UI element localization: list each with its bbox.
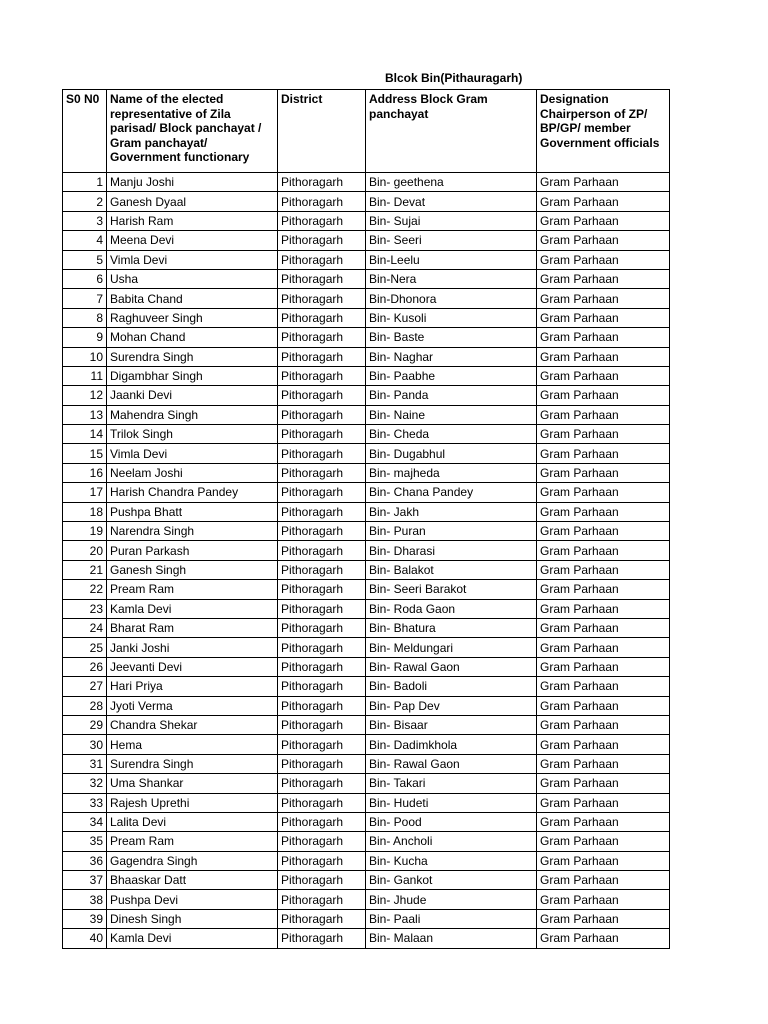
cell-sno: 16	[63, 463, 107, 482]
cell-designation: Gram Parhaan	[537, 851, 670, 870]
cell-address: Bin- Bisaar	[366, 715, 537, 734]
table-row	[63, 812, 670, 831]
cell-address: Bin- Gankot	[366, 871, 537, 890]
cell-district: Pithoragarh	[278, 657, 366, 676]
cell-designation: Gram Parhaan	[537, 522, 670, 541]
cell-address: Bin- Bhatura	[366, 618, 537, 637]
cell-designation: Gram Parhaan	[537, 502, 670, 521]
cell-address: Bin- Dharasi	[366, 541, 537, 560]
table-row	[63, 560, 670, 579]
cell-designation: Gram Parhaan	[537, 231, 670, 250]
cell-name: Jeevanti Devi	[107, 657, 278, 676]
table-body	[63, 173, 670, 949]
cell-district: Pithoragarh	[278, 638, 366, 657]
cell-district: Pithoragarh	[278, 386, 366, 405]
cell-sno: 21	[63, 560, 107, 579]
table-row	[63, 832, 670, 851]
cell-district: Pithoragarh	[278, 812, 366, 831]
cell-sno: 4	[63, 231, 107, 250]
cell-address: Bin- Paali	[366, 909, 537, 928]
representatives-table	[62, 89, 670, 949]
cell-name: Rajesh Uprethi	[107, 793, 278, 812]
page-title: Blcok Bin(Pithauragarh)	[385, 71, 523, 85]
cell-name: Puran Parkash	[107, 541, 278, 560]
cell-sno: 24	[63, 618, 107, 637]
cell-address: Bin- Panda	[366, 386, 537, 405]
cell-address: Bin- Puran	[366, 522, 537, 541]
cell-district: Pithoragarh	[278, 599, 366, 618]
cell-sno: 28	[63, 696, 107, 715]
cell-sno: 27	[63, 677, 107, 696]
cell-address: Bin- Balakot	[366, 560, 537, 579]
cell-district: Pithoragarh	[278, 192, 366, 211]
cell-sno: 14	[63, 425, 107, 444]
cell-name: Kamla Devi	[107, 599, 278, 618]
table-row	[63, 386, 670, 405]
cell-address: Bin- Kusoli	[366, 308, 537, 327]
cell-district: Pithoragarh	[278, 502, 366, 521]
cell-designation: Gram Parhaan	[537, 289, 670, 308]
cell-name: Meena Devi	[107, 231, 278, 250]
table-row	[63, 231, 670, 250]
cell-district: Pithoragarh	[278, 211, 366, 230]
cell-district: Pithoragarh	[278, 560, 366, 579]
table-row	[63, 793, 670, 812]
cell-designation: Gram Parhaan	[537, 425, 670, 444]
cell-sno: 23	[63, 599, 107, 618]
cell-designation: Gram Parhaan	[537, 657, 670, 676]
cell-sno: 20	[63, 541, 107, 560]
cell-name: Gagendra Singh	[107, 851, 278, 870]
cell-designation: Gram Parhaan	[537, 754, 670, 773]
table-row	[63, 696, 670, 715]
cell-district: Pithoragarh	[278, 929, 366, 948]
cell-address: Bin- Takari	[366, 774, 537, 793]
cell-sno: 33	[63, 793, 107, 812]
cell-designation: Gram Parhaan	[537, 812, 670, 831]
cell-name: Pushpa Devi	[107, 890, 278, 909]
table-row	[63, 599, 670, 618]
cell-district: Pithoragarh	[278, 618, 366, 637]
cell-designation: Gram Parhaan	[537, 560, 670, 579]
cell-name: Vimla Devi	[107, 444, 278, 463]
cell-name: Vimla Devi	[107, 250, 278, 269]
cell-address: Bin- Jhude	[366, 890, 537, 909]
table-row	[63, 328, 670, 347]
cell-designation: Gram Parhaan	[537, 774, 670, 793]
header-district: District	[278, 90, 366, 173]
cell-name: Usha	[107, 269, 278, 288]
cell-name: Jyoti Verma	[107, 696, 278, 715]
cell-sno: 3	[63, 211, 107, 230]
cell-designation: Gram Parhaan	[537, 444, 670, 463]
cell-designation: Gram Parhaan	[537, 735, 670, 754]
cell-designation: Gram Parhaan	[537, 696, 670, 715]
table-row	[63, 638, 670, 657]
table-row	[63, 929, 670, 948]
table-row	[63, 580, 670, 599]
cell-district: Pithoragarh	[278, 832, 366, 851]
cell-address: Bin- Naine	[366, 405, 537, 424]
cell-designation: Gram Parhaan	[537, 599, 670, 618]
cell-name: Neelam Joshi	[107, 463, 278, 482]
table-row	[63, 192, 670, 211]
cell-name: Surendra Singh	[107, 754, 278, 773]
cell-district: Pithoragarh	[278, 269, 366, 288]
cell-designation: Gram Parhaan	[537, 463, 670, 482]
cell-sno: 39	[63, 909, 107, 928]
table-row	[63, 715, 670, 734]
table-row	[63, 851, 670, 870]
table-row	[63, 308, 670, 327]
table-row	[63, 211, 670, 230]
cell-designation: Gram Parhaan	[537, 250, 670, 269]
cell-sno: 7	[63, 289, 107, 308]
cell-address: Bin- Seeri Barakot	[366, 580, 537, 599]
header-sno: S0 N0	[63, 90, 107, 173]
cell-sno: 37	[63, 871, 107, 890]
cell-designation: Gram Parhaan	[537, 909, 670, 928]
cell-district: Pithoragarh	[278, 696, 366, 715]
cell-district: Pithoragarh	[278, 444, 366, 463]
cell-designation: Gram Parhaan	[537, 638, 670, 657]
cell-designation: Gram Parhaan	[537, 580, 670, 599]
cell-sno: 29	[63, 715, 107, 734]
cell-address: Bin- geethena	[366, 173, 537, 192]
cell-sno: 31	[63, 754, 107, 773]
cell-sno: 38	[63, 890, 107, 909]
cell-sno: 6	[63, 269, 107, 288]
cell-district: Pithoragarh	[278, 871, 366, 890]
cell-address: Bin- Roda Gaon	[366, 599, 537, 618]
cell-designation: Gram Parhaan	[537, 405, 670, 424]
cell-name: Hari Priya	[107, 677, 278, 696]
cell-address: Bin- Paabhe	[366, 366, 537, 385]
cell-district: Pithoragarh	[278, 328, 366, 347]
cell-address: Bin- Meldungari	[366, 638, 537, 657]
cell-district: Pithoragarh	[278, 851, 366, 870]
cell-name: Babita Chand	[107, 289, 278, 308]
cell-sno: 10	[63, 347, 107, 366]
table-row	[63, 735, 670, 754]
cell-address: Bin- Badoli	[366, 677, 537, 696]
cell-address: Bin- Dadimkhola	[366, 735, 537, 754]
cell-sno: 17	[63, 483, 107, 502]
cell-district: Pithoragarh	[278, 735, 366, 754]
cell-sno: 1	[63, 173, 107, 192]
table-row	[63, 425, 670, 444]
cell-name: Mohan Chand	[107, 328, 278, 347]
cell-designation: Gram Parhaan	[537, 929, 670, 948]
cell-address: Bin- Baste	[366, 328, 537, 347]
cell-name: Trilok Singh	[107, 425, 278, 444]
cell-district: Pithoragarh	[278, 173, 366, 192]
cell-address: Bin- Seeri	[366, 231, 537, 250]
cell-address: Bin- Pood	[366, 812, 537, 831]
cell-district: Pithoragarh	[278, 580, 366, 599]
cell-district: Pithoragarh	[278, 366, 366, 385]
cell-name: Surendra Singh	[107, 347, 278, 366]
cell-district: Pithoragarh	[278, 677, 366, 696]
cell-name: Lalita Devi	[107, 812, 278, 831]
cell-name: Bharat Ram	[107, 618, 278, 637]
cell-district: Pithoragarh	[278, 308, 366, 327]
table-row	[63, 871, 670, 890]
cell-district: Pithoragarh	[278, 405, 366, 424]
cell-designation: Gram Parhaan	[537, 832, 670, 851]
cell-district: Pithoragarh	[278, 541, 366, 560]
cell-district: Pithoragarh	[278, 250, 366, 269]
cell-designation: Gram Parhaan	[537, 618, 670, 637]
cell-sno: 12	[63, 386, 107, 405]
table-row	[63, 444, 670, 463]
cell-designation: Gram Parhaan	[537, 483, 670, 502]
cell-address: Bin- Devat	[366, 192, 537, 211]
cell-name: Digambhar Singh	[107, 366, 278, 385]
cell-designation: Gram Parhaan	[537, 192, 670, 211]
cell-name: Janki Joshi	[107, 638, 278, 657]
cell-district: Pithoragarh	[278, 909, 366, 928]
cell-sno: 25	[63, 638, 107, 657]
cell-address: Bin- Naghar	[366, 347, 537, 366]
cell-address: Bin- Jakh	[366, 502, 537, 521]
cell-address: Bin- Kucha	[366, 851, 537, 870]
cell-address: Bin- Chana Pandey	[366, 483, 537, 502]
table-header-row	[63, 90, 670, 173]
cell-sno: 32	[63, 774, 107, 793]
cell-name: Kamla Devi	[107, 929, 278, 948]
cell-designation: Gram Parhaan	[537, 793, 670, 812]
cell-address: Bin-Nera	[366, 269, 537, 288]
cell-name: Dinesh Singh	[107, 909, 278, 928]
cell-district: Pithoragarh	[278, 425, 366, 444]
table-row	[63, 502, 670, 521]
cell-name: Uma Shankar	[107, 774, 278, 793]
cell-sno: 13	[63, 405, 107, 424]
cell-name: Pream Ram	[107, 580, 278, 599]
cell-district: Pithoragarh	[278, 463, 366, 482]
cell-sno: 35	[63, 832, 107, 851]
cell-name: Harish Ram	[107, 211, 278, 230]
cell-name: Jaanki Devi	[107, 386, 278, 405]
cell-sno: 26	[63, 657, 107, 676]
cell-district: Pithoragarh	[278, 774, 366, 793]
cell-sno: 19	[63, 522, 107, 541]
table-row	[63, 890, 670, 909]
cell-name: Narendra Singh	[107, 522, 278, 541]
header-designation: Designation Chairperson of ZP/ BP/GP/ member Government officials	[537, 90, 670, 173]
cell-sno: 36	[63, 851, 107, 870]
header-address: Address Block Gram panchayat	[366, 90, 537, 173]
cell-district: Pithoragarh	[278, 793, 366, 812]
cell-name: Bhaaskar Datt	[107, 871, 278, 890]
table-row	[63, 366, 670, 385]
cell-address: Bin- Rawal Gaon	[366, 754, 537, 773]
cell-address: Bin- Malaan	[366, 929, 537, 948]
cell-name: Pushpa Bhatt	[107, 502, 278, 521]
header-name: Name of the elected representative of Zila parisad/ Block panchayat / Gram panchayat/ Government functionary	[107, 90, 278, 173]
table-row	[63, 657, 670, 676]
cell-designation: Gram Parhaan	[537, 308, 670, 327]
cell-name: Hema	[107, 735, 278, 754]
cell-address: Bin- Hudeti	[366, 793, 537, 812]
cell-district: Pithoragarh	[278, 483, 366, 502]
table-row	[63, 250, 670, 269]
table-row	[63, 909, 670, 928]
cell-designation: Gram Parhaan	[537, 173, 670, 192]
cell-sno: 2	[63, 192, 107, 211]
cell-district: Pithoragarh	[278, 754, 366, 773]
cell-designation: Gram Parhaan	[537, 347, 670, 366]
cell-designation: Gram Parhaan	[537, 386, 670, 405]
cell-address: Bin-Dhonora	[366, 289, 537, 308]
cell-district: Pithoragarh	[278, 890, 366, 909]
cell-sno: 8	[63, 308, 107, 327]
cell-name: Raghuveer Singh	[107, 308, 278, 327]
cell-designation: Gram Parhaan	[537, 328, 670, 347]
cell-address: Bin- majheda	[366, 463, 537, 482]
table-row	[63, 541, 670, 560]
table-row	[63, 269, 670, 288]
cell-district: Pithoragarh	[278, 289, 366, 308]
cell-name: Manju Joshi	[107, 173, 278, 192]
cell-designation: Gram Parhaan	[537, 541, 670, 560]
table-row	[63, 522, 670, 541]
table-row	[63, 463, 670, 482]
cell-sno: 11	[63, 366, 107, 385]
cell-district: Pithoragarh	[278, 715, 366, 734]
cell-designation: Gram Parhaan	[537, 871, 670, 890]
cell-address: Bin- Dugabhul	[366, 444, 537, 463]
table-row	[63, 677, 670, 696]
cell-designation: Gram Parhaan	[537, 366, 670, 385]
table-row	[63, 405, 670, 424]
cell-address: Bin- Sujai	[366, 211, 537, 230]
cell-name: Mahendra Singh	[107, 405, 278, 424]
cell-designation: Gram Parhaan	[537, 890, 670, 909]
cell-sno: 30	[63, 735, 107, 754]
table-row	[63, 347, 670, 366]
cell-address: Bin-Leelu	[366, 250, 537, 269]
cell-designation: Gram Parhaan	[537, 677, 670, 696]
cell-address: Bin- Cheda	[366, 425, 537, 444]
cell-sno: 22	[63, 580, 107, 599]
cell-designation: Gram Parhaan	[537, 269, 670, 288]
cell-name: Chandra Shekar	[107, 715, 278, 734]
cell-sno: 5	[63, 250, 107, 269]
cell-sno: 40	[63, 929, 107, 948]
cell-sno: 18	[63, 502, 107, 521]
cell-name: Harish Chandra Pandey	[107, 483, 278, 502]
cell-designation: Gram Parhaan	[537, 715, 670, 734]
table-row	[63, 618, 670, 637]
cell-address: Bin- Pap Dev	[366, 696, 537, 715]
cell-designation: Gram Parhaan	[537, 211, 670, 230]
table-row	[63, 173, 670, 192]
table-row	[63, 483, 670, 502]
cell-district: Pithoragarh	[278, 347, 366, 366]
cell-district: Pithoragarh	[278, 231, 366, 250]
cell-sno: 34	[63, 812, 107, 831]
cell-sno: 9	[63, 328, 107, 347]
cell-name: Ganesh Singh	[107, 560, 278, 579]
cell-address: Bin- Ancholi	[366, 832, 537, 851]
cell-name: Pream Ram	[107, 832, 278, 851]
cell-address: Bin- Rawal Gaon	[366, 657, 537, 676]
table-row	[63, 289, 670, 308]
cell-district: Pithoragarh	[278, 522, 366, 541]
cell-sno: 15	[63, 444, 107, 463]
cell-name: Ganesh Dyaal	[107, 192, 278, 211]
table-row	[63, 774, 670, 793]
table-row	[63, 754, 670, 773]
